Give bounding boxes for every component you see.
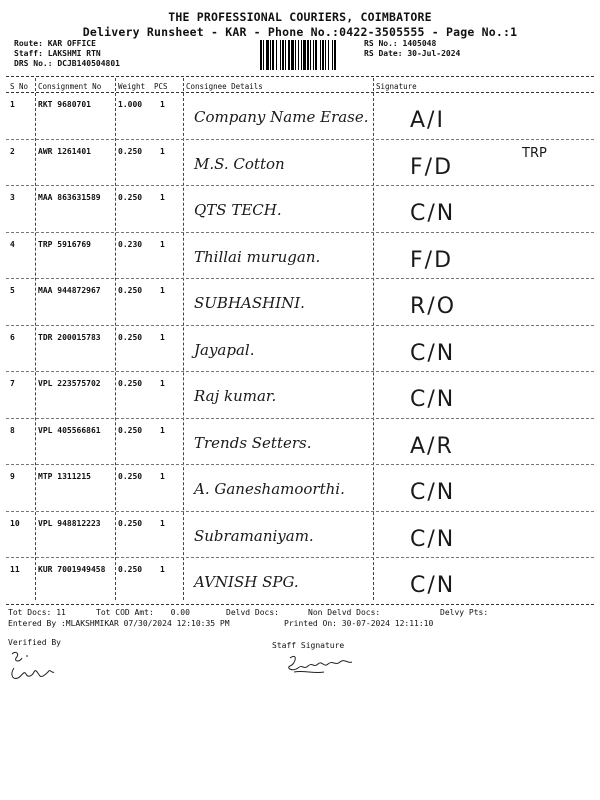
row-consignee: SUBHASHINI. bbox=[194, 294, 305, 312]
row-pcs: 1 bbox=[160, 193, 165, 202]
rs-no-label: RS No.: bbox=[364, 39, 398, 48]
row-weight: 0.250 bbox=[118, 379, 143, 388]
tot-cod-label: Tot COD Amt: bbox=[96, 608, 154, 617]
row-signature-status: C/N bbox=[410, 387, 456, 412]
tot-docs-value: 11 bbox=[56, 608, 66, 617]
row-consignment-no: VPL 223575702 bbox=[38, 379, 101, 388]
row-weight: 1.000 bbox=[118, 100, 143, 109]
company-title: THE PROFESSIONAL COURIERS, COIMBATORE bbox=[168, 10, 432, 24]
divider bbox=[6, 604, 594, 605]
row-pcs: 1 bbox=[160, 379, 165, 388]
row-signature-status: C/N bbox=[410, 480, 456, 505]
row-divider bbox=[6, 511, 594, 512]
tot-cod-value: 0.00 bbox=[170, 608, 190, 617]
row-pcs: 1 bbox=[160, 146, 165, 156]
row-pcs: 1 bbox=[160, 472, 165, 481]
route-line bbox=[14, 39, 120, 49]
row-consignment-no: MAA 863631589 bbox=[38, 193, 101, 202]
barcode bbox=[260, 40, 360, 70]
column-separator bbox=[183, 78, 184, 600]
row-sno: 2 bbox=[10, 146, 15, 156]
row-consignment-no: MTP 1311215 bbox=[38, 472, 91, 481]
column-separator bbox=[35, 78, 36, 600]
staff-signature-label: Staff Signature bbox=[272, 641, 345, 650]
row-pcs: 1 bbox=[160, 425, 165, 435]
row-signature-status: F/D bbox=[410, 247, 454, 273]
row-signature-status: C/N bbox=[410, 340, 456, 366]
staff-value: LAKSHMI RTN bbox=[47, 49, 101, 58]
non-delvd-docs-label: Non Delvd Docs: bbox=[308, 608, 381, 617]
row-weight: 0.250 bbox=[118, 286, 143, 295]
row-sno: 3 bbox=[10, 193, 15, 202]
row-pcs: 1 bbox=[160, 100, 165, 109]
row-consignment-no: TDR 200015783 bbox=[38, 332, 101, 342]
row-weight: 0.250 bbox=[118, 518, 143, 528]
verified-by-label: Verified By bbox=[8, 638, 61, 647]
rs-no-line bbox=[364, 39, 460, 49]
delvy-pts-label: Delvy Pts: bbox=[440, 608, 489, 617]
row-sno: 8 bbox=[10, 425, 15, 435]
row-consignee: M.S. Cotton bbox=[194, 154, 285, 173]
rs-no-value: 1405048 bbox=[402, 39, 437, 48]
row-consignment-no: RKT 9680701 bbox=[38, 100, 91, 109]
entered-by: Entered By :MLAKSHMIKAR 07/30/2024 12:10:35 PM bbox=[8, 619, 230, 628]
row-consignment-no: VPL 948812223 bbox=[38, 518, 101, 528]
col-weight: Weight bbox=[118, 82, 146, 91]
row-consignment-no: MAA 944872967 bbox=[38, 286, 101, 295]
margin-note: TRP bbox=[522, 146, 547, 161]
row-divider bbox=[6, 418, 594, 419]
row-signature-status: A/I bbox=[410, 108, 445, 133]
row-consignee: Subramaniyam. bbox=[194, 526, 314, 545]
row-weight: 0.250 bbox=[118, 146, 143, 156]
staff-line bbox=[14, 49, 120, 59]
footer-totals bbox=[8, 608, 66, 617]
divider bbox=[6, 92, 594, 93]
row-consignee: Thillai murugan. bbox=[194, 247, 321, 266]
row-consignee: Jayapal. bbox=[194, 340, 255, 359]
divider bbox=[6, 76, 594, 77]
row-pcs: 1 bbox=[160, 286, 165, 295]
row-sno: 9 bbox=[10, 472, 15, 481]
row-sno: 4 bbox=[10, 239, 15, 249]
verifier-signature bbox=[6, 648, 66, 688]
row-signature-status: R/O bbox=[410, 294, 457, 319]
col-sno: S No bbox=[10, 82, 29, 91]
row-pcs: 1 bbox=[160, 332, 165, 342]
tot-docs-label: Tot Docs: bbox=[8, 608, 52, 617]
row-divider bbox=[6, 139, 594, 140]
row-consignee: AVNISH SPG. bbox=[194, 573, 299, 591]
row-consignee: A. Ganeshamoorthi. bbox=[194, 480, 345, 498]
route-label: Route: bbox=[14, 39, 43, 48]
column-separator bbox=[373, 78, 374, 600]
row-divider bbox=[6, 325, 594, 326]
meta-left bbox=[14, 39, 120, 69]
row-divider bbox=[6, 464, 594, 465]
row-signature-status: A/R bbox=[410, 433, 454, 459]
row-consignment-no: AWR 1261401 bbox=[38, 146, 91, 156]
row-pcs: 1 bbox=[160, 239, 165, 249]
meta-right bbox=[364, 39, 460, 59]
row-divider bbox=[6, 185, 594, 186]
tot-cod bbox=[96, 608, 190, 617]
col-consignee: Consignee Details bbox=[186, 82, 263, 91]
col-signature: Signature bbox=[376, 82, 417, 91]
row-consignment-no: KUR 7001949458 bbox=[38, 565, 106, 574]
row-sno: 1 bbox=[10, 100, 15, 109]
row-weight: 0.250 bbox=[118, 425, 143, 435]
row-pcs: 1 bbox=[160, 518, 165, 528]
row-weight: 0.250 bbox=[118, 193, 143, 202]
row-divider bbox=[6, 557, 594, 558]
row-divider bbox=[6, 232, 594, 233]
rs-date-value: 30-Jul-2024 bbox=[407, 49, 461, 58]
col-consignment: Consignment No bbox=[38, 82, 102, 91]
row-consignee: Trends Setters. bbox=[194, 433, 312, 452]
row-weight: 0.250 bbox=[118, 472, 143, 481]
row-signature-status: C/N bbox=[410, 573, 456, 598]
staff-signature bbox=[284, 650, 364, 678]
row-signature-status: F/D bbox=[410, 154, 454, 180]
row-sno: 11 bbox=[10, 565, 20, 574]
row-divider bbox=[6, 371, 594, 372]
col-pcs: PCS bbox=[154, 82, 168, 91]
row-pcs: 1 bbox=[160, 565, 165, 574]
row-weight: 0.250 bbox=[118, 332, 143, 342]
rs-date-label: RS Date: bbox=[364, 49, 403, 58]
drs-value: DCJB140504801 bbox=[57, 59, 120, 68]
row-signature-status: C/N bbox=[410, 526, 456, 552]
row-consignee: Company Name Erase. bbox=[194, 108, 369, 126]
staff-label: Staff: bbox=[14, 49, 43, 58]
row-sno: 10 bbox=[10, 518, 20, 528]
drs-line bbox=[14, 59, 120, 69]
row-consignment-no: TRP 5916769 bbox=[38, 239, 91, 249]
row-signature-status: C/N bbox=[410, 201, 456, 226]
row-consignee: QTS TECH. bbox=[194, 201, 282, 219]
rs-date-line bbox=[364, 49, 460, 59]
route-value: KAR OFFICE bbox=[47, 39, 96, 48]
printed-on: Printed On: 30-07-2024 12:11:10 bbox=[284, 619, 434, 628]
row-sno: 7 bbox=[10, 379, 15, 388]
drs-label: DRS No.: bbox=[14, 59, 53, 68]
row-sno: 5 bbox=[10, 286, 15, 295]
row-divider bbox=[6, 278, 594, 279]
column-separator bbox=[115, 78, 116, 600]
row-consignee: Raj kumar. bbox=[194, 387, 277, 405]
row-weight: 0.250 bbox=[118, 565, 143, 574]
delvd-docs-label: Delvd Docs: bbox=[226, 608, 279, 617]
runsheet-title: Delivery Runsheet - KAR - Phone No.:0422-3505555 - Page No.:1 bbox=[82, 25, 518, 39]
row-consignment-no: VPL 405566861 bbox=[38, 425, 101, 435]
row-sno: 6 bbox=[10, 332, 15, 342]
row-weight: 0.230 bbox=[118, 239, 143, 249]
